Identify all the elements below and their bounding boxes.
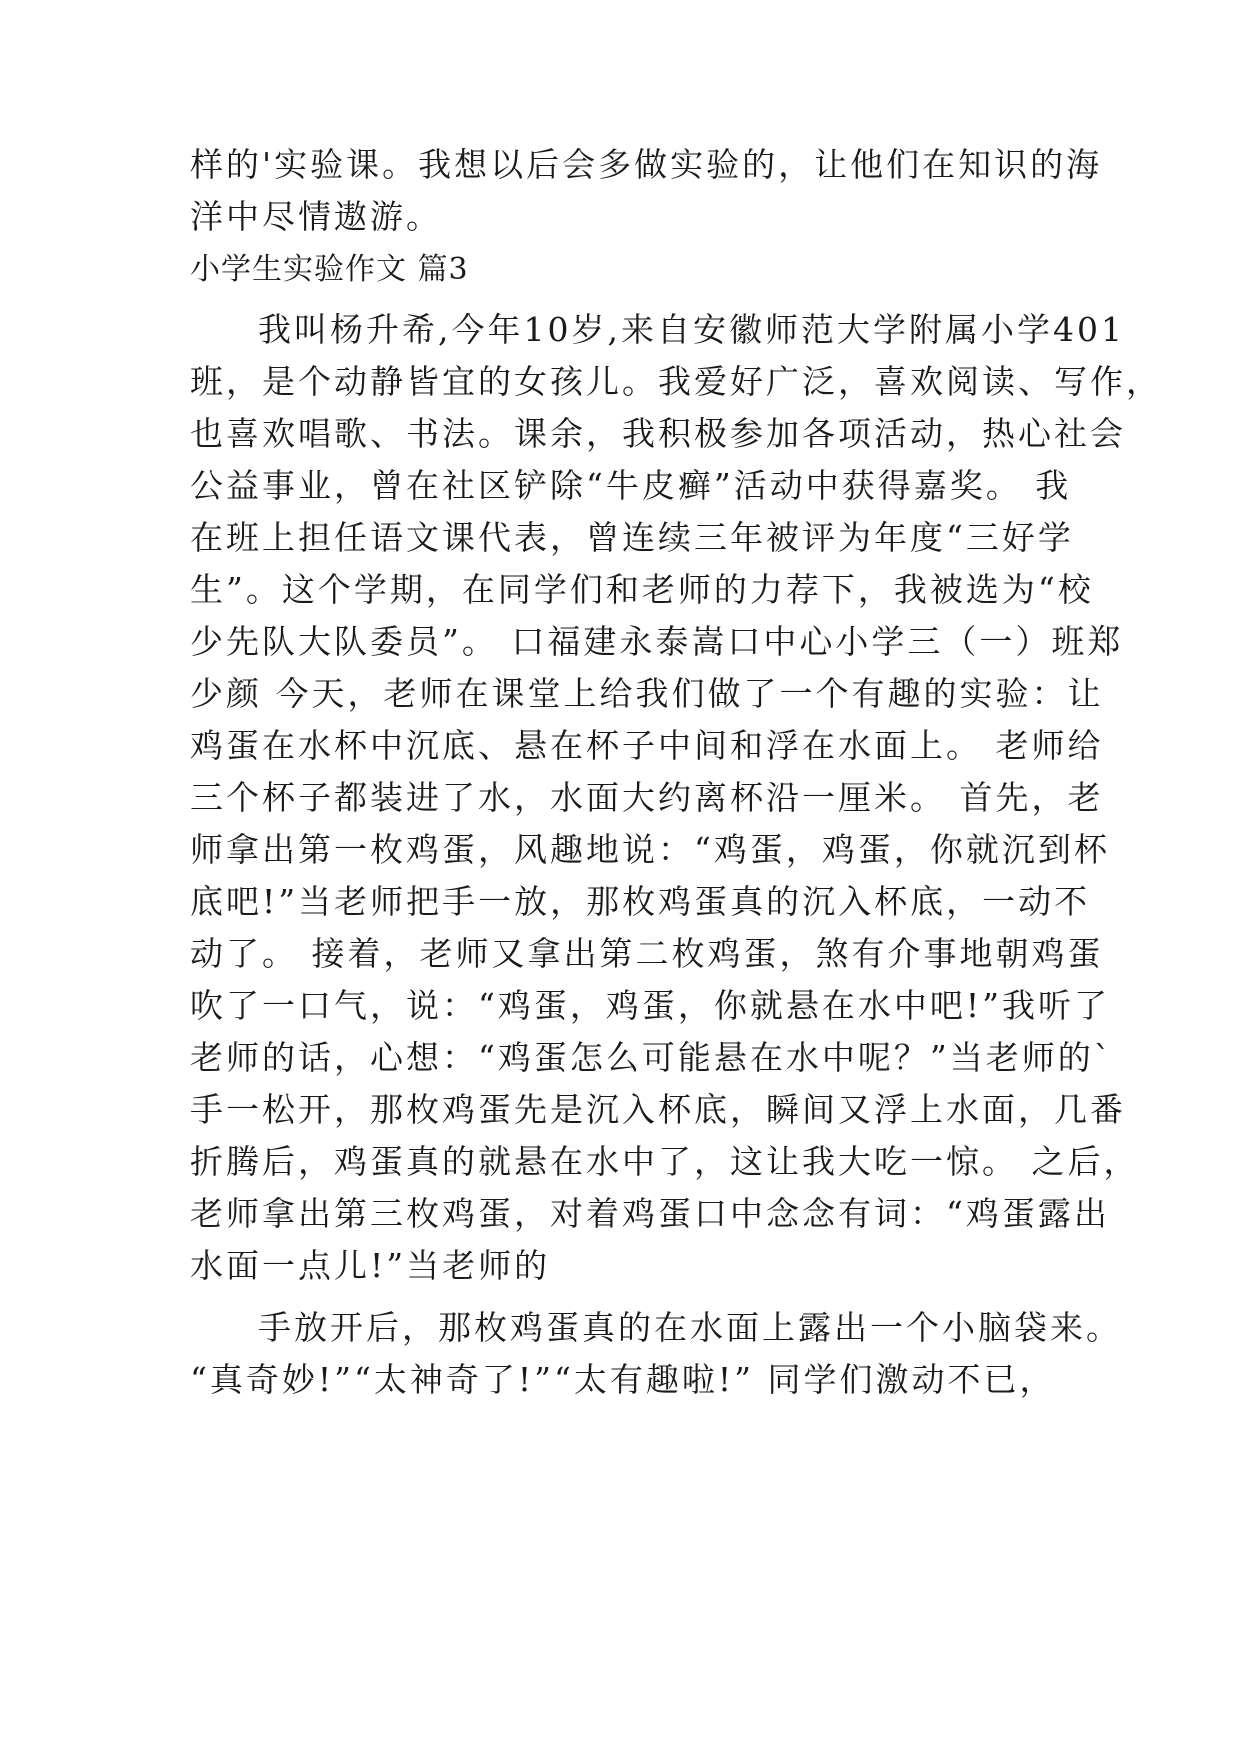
paragraph-line: 动了。 接着，老师又拿出第二枚鸡蛋，煞有介事地朝鸡蛋 — [190, 934, 1104, 973]
section-heading: 小学生实验作文 篇3 — [190, 252, 469, 287]
paragraph-line: 少先队大队委员”。 口福建永泰嵩口中心小学三（一）班郑 — [190, 622, 1124, 661]
paragraph-line: 少颜 今天，老师在课堂上给我们做了一个有趣的实验：让 — [190, 674, 1104, 713]
paragraph-line: “真奇妙!”“太神奇了!”“太有趣啦!” 同学们激动不已， — [190, 1360, 1056, 1399]
paragraph-line: 在班上担任语文课代表，曾连续三年被评为年度“三好学 — [190, 518, 1074, 557]
paragraph-line: 老师的话，心想：“鸡蛋怎么可能悬在水中呢？”当老师的` — [190, 1038, 1114, 1077]
paragraph-line: 水面一点儿!”当老师的 — [190, 1246, 551, 1285]
paragraph-line: 老师拿出第三枚鸡蛋，对着鸡蛋口中念念有词：“鸡蛋露出 — [190, 1194, 1110, 1233]
paragraph-line: 师拿出第一枚鸡蛋，风趣地说：“鸡蛋，鸡蛋，你就沉到杯 — [190, 830, 1110, 869]
paragraph-line: 鸡蛋在水杯中沉底、悬在杯子中间和浮在水面上。 老师给 — [190, 726, 1104, 765]
text-line: 样的'实验课。我想以后会多做实验的，让他们在知识的海 — [190, 145, 1103, 184]
paragraph-line: 吹了一口气，说：“鸡蛋，鸡蛋，你就悬在水中吧!”我听了 — [190, 986, 1111, 1025]
paragraph-line: 底吧!”当老师把手一放，那枚鸡蛋真的沉入杯底，一动不 — [190, 882, 1091, 921]
paragraph-line: 手放开后，那枚鸡蛋真的在水面上露出一个小脑袋来。 — [258, 1308, 1122, 1347]
paragraph-line: 三个杯子都装进了水，水面大约离杯沿一厘米。 首先，老 — [190, 778, 1104, 817]
paragraph-line: 公益事业，曾在社区铲除“牛皮癣”活动中获得嘉奖。 我 — [190, 466, 1072, 505]
paragraph-line: 也喜欢唱歌、书法。课余，我积极参加各项活动，热心社会 — [190, 414, 1126, 453]
paragraph-line: 折腾后，鸡蛋真的就悬在水中了，这让我大吃一惊。 之后， — [190, 1142, 1140, 1181]
paragraph-line: 手一松开，那枚鸡蛋先是沉入杯底，瞬间又浮上水面，几番 — [190, 1090, 1126, 1129]
text-line: 洋中尽情遨游。 — [190, 197, 442, 236]
paragraph-line: 我叫杨升希,今年10岁,来自安徽师范大学附属小学401 — [258, 310, 1125, 349]
paragraph-line: 班，是个动静皆宜的女孩儿。我爱好广泛，喜欢阅读、写作， — [190, 362, 1162, 401]
paragraph-line: 生”。这个学期，在同学们和老师的力荐下，我被选为“校 — [190, 570, 1094, 609]
